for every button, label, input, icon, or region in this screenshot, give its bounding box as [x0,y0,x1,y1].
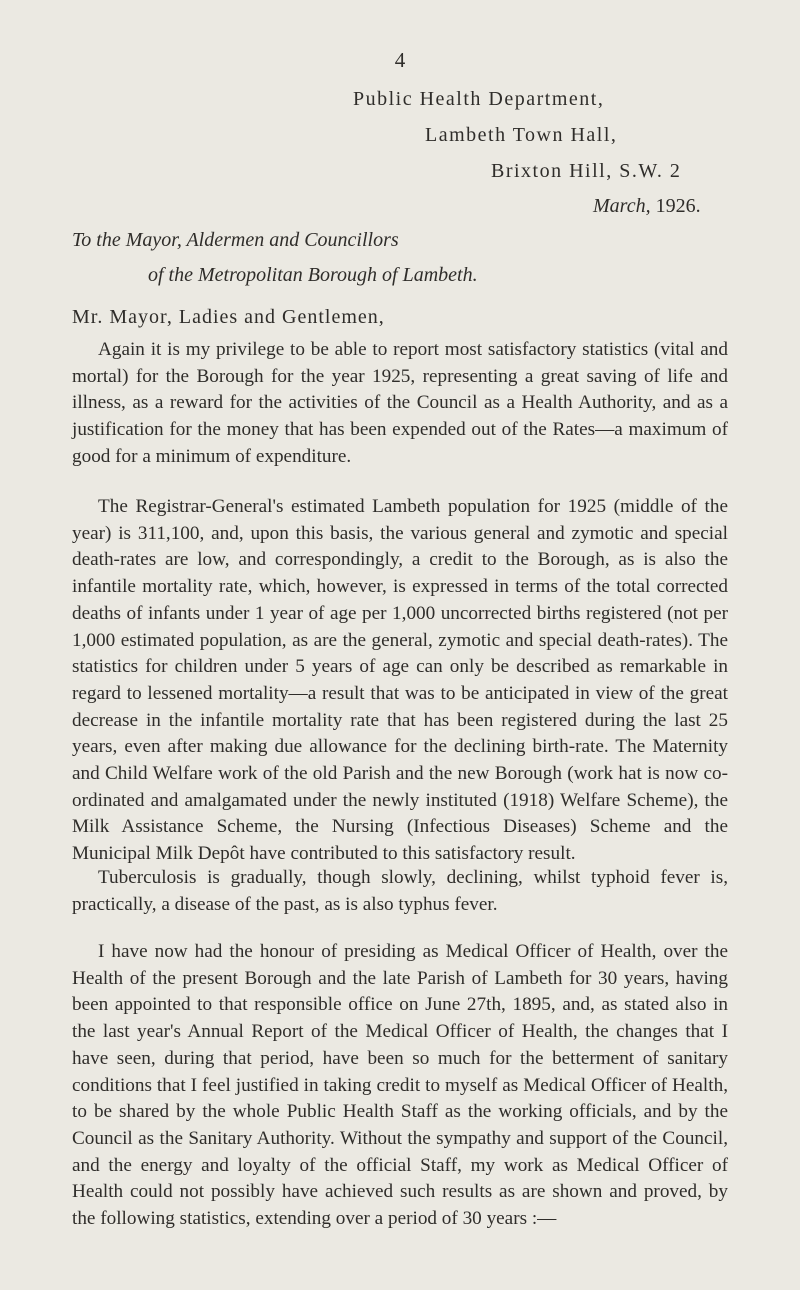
salutation: Mr. Mayor, Ladies and Gentlemen, [72,306,385,328]
letter-date [593,195,701,218]
paragraph-population: The Registrar-General's estimated Lambeth population for 1925 (middle of the year) is 311,100, and, upon this basis, the various general and zymotic and special death-rates are low, and correspondingly, a credit to the Borough, as is also the infantile mortality rate, which, however, is expressed in terms of the total corrected deaths of infants under 1 year of age per 1,000 uncorrected births registered (not per 1,000 estimated population, as are the general, zymotic and special death-rates). The statistics for children under 5 years of age can only be described as remarkable in regard to lessened mortality—a result that was to be anticipated in view of the great decrease in the infantile mortality rate that has been registered during the last 25 years, even after making due allowance for the declining birth-rate. The Maternity and Child Welfare work of the old Parish and the new Borough (work hat is now co-ordinated and amalgamated under the newly instituted (1918) Welfare Scheme), the Milk Assistance Scheme, the Nursing (Infectious Diseases) Scheme and the Municipal Milk Depôt have contributed to this satisfactory result. [72,496,728,865]
recipient-line-2: of the Metropolitan Borough of Lambeth. [148,264,478,286]
address-town-hall: Lambeth Town Hall, [425,124,618,146]
address-street: Brixton Hill, S.W. 2 [491,160,682,182]
paragraph-medical-officer: I have now had the honour of presiding as Medical Officer of Health, over the Health of the present Borough and the late Parish of Lambeth for 30 years, having been appointed to that responsible office on June 27th, 1895, and, as stated also in the last year's Annual Report of the Medical Officer of Health, the changes that I have seen, during that period, have been so much for the betterment of sanitary conditions that I feel justified in taking credit to myself as Medical Officer of Health, to be shared by the whole Public Health Staff as the working officials, and by the Council as the Sanitary Authority. Without the sympathy and support of the Council, and the energy and loyalty of the official Staff, my work as Medical Officer of Health could not possibly have achieved such results as are shown and proved, by the following statistics, extending over a period of 30 years :— [72,941,728,1230]
paragraph-statistics-intro: Again it is my privilege to be able to report most satisfactory statistics (vital and mortal) for the Borough for the year 1925, representing a great saving of life and illness, as a reward for the activities of the Council as a Health Authority, and as a justification for the money that has been expended out of the Rates—a maximum of good for a minimum of expenditure. [72,339,728,467]
recipient-line-1: To the Mayor, Aldermen and Councillors [72,229,399,251]
date-year: 1926. [655,195,701,217]
paragraph-tuberculosis: Tuberculosis is gradually, though slowly, declining, whilst typhoid fever is, practically, a disease of the past, as is also typhus fever. [72,867,728,915]
address-department: Public Health Department, [353,88,605,110]
date-month: March, [593,195,651,217]
page-number: 4 [394,48,406,72]
